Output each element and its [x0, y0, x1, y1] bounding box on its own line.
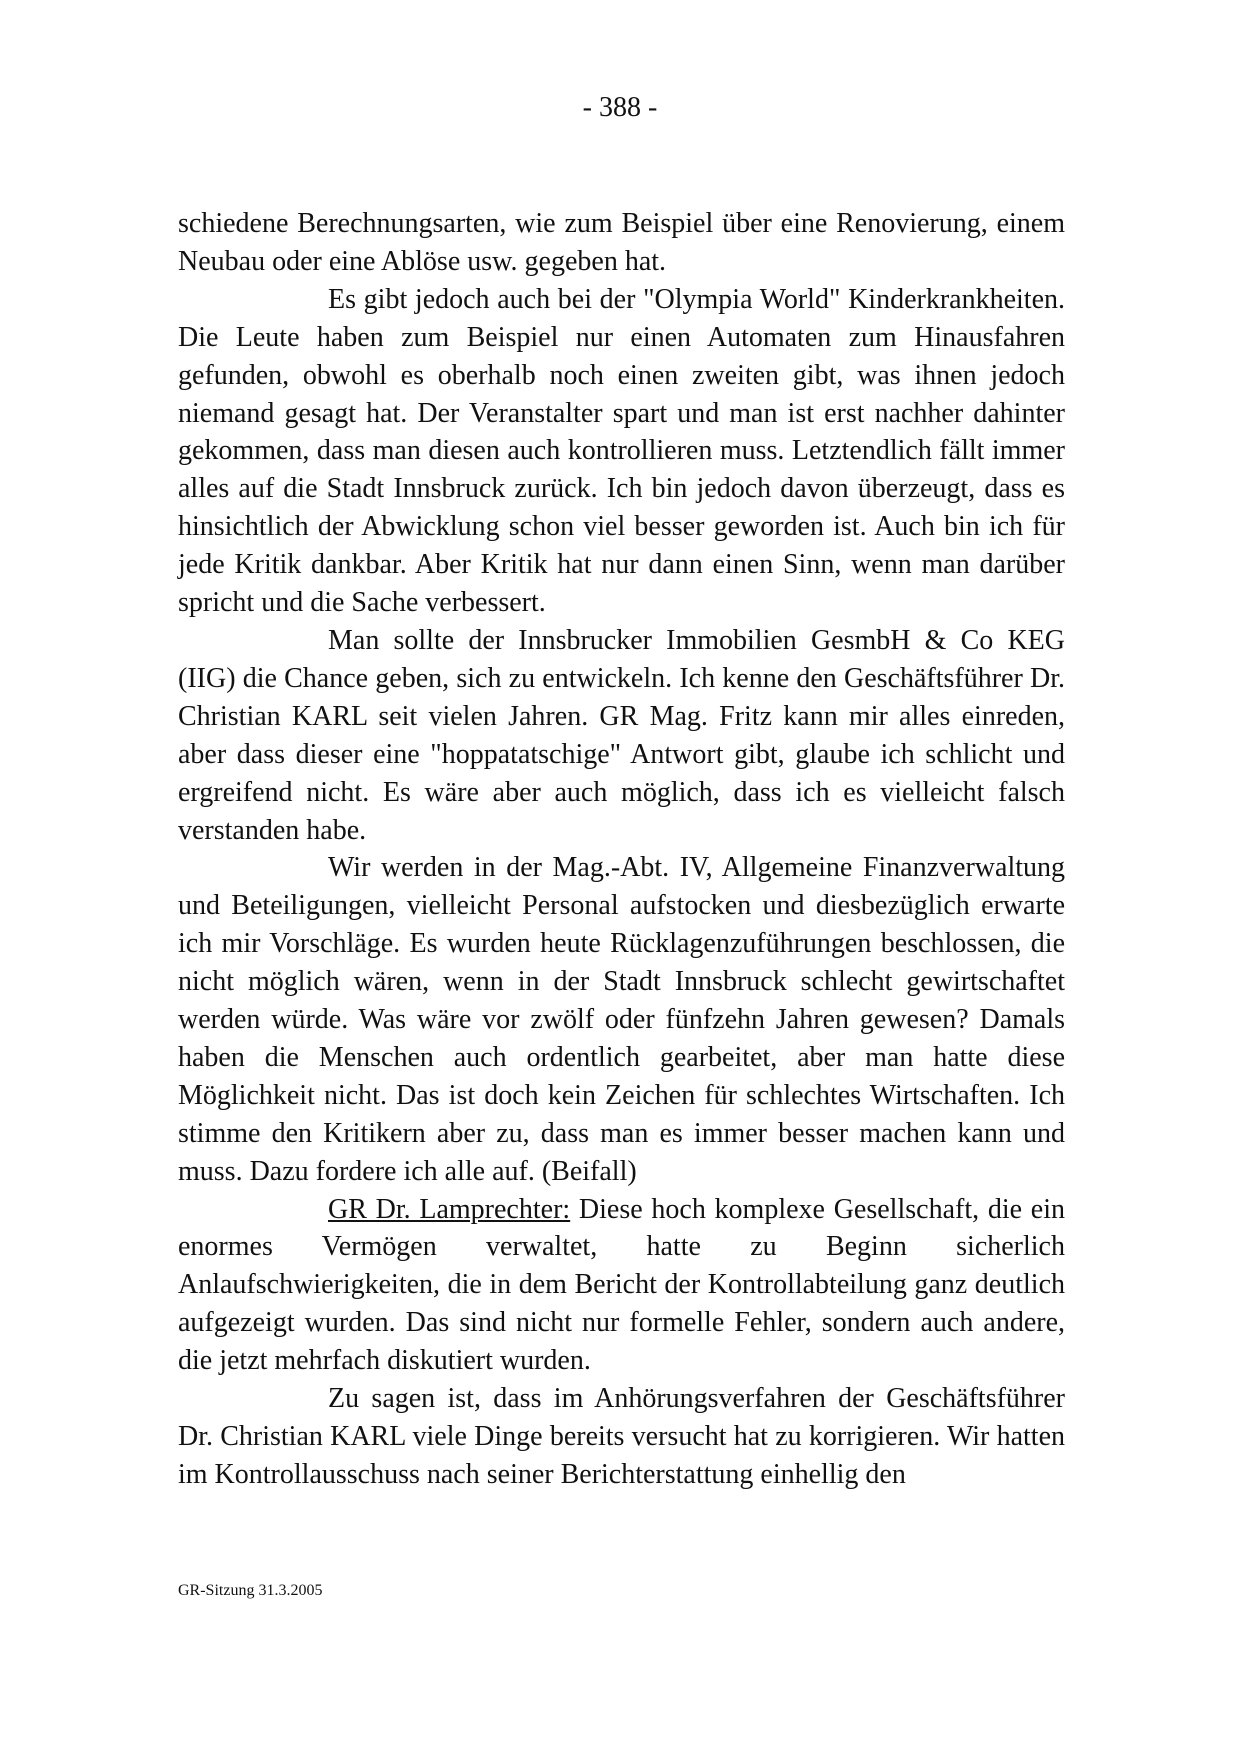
- paragraph: [178, 1380, 1065, 1494]
- paragraph-text: Es gibt jedoch auch bei der "Olympia World" Kinderkrankheiten. Die Leute haben zum Beispiel nur einen Automaten zum Hinausfahren gefunden, obwohl es oberhalb noch einen zweiten gibt, was ihnen jedoch niemand gesagt hat. Der Veranstalter spart und man ist erst nachher dahinter gekommen, dass man diesen auch kontrollieren muss. Letztendlich fällt immer alles auf die Stadt Innsbruck zurück. Ich bin jedoch davon überzeugt, dass es hinsichtlich der Abwicklung schon viel besser geworden ist. Auch bin ich für jede Kritik dankbar. Aber Kritik hat nur dann einen Sinn, wenn man darüber spricht und die Sache verbessert.: [178, 283, 1065, 619]
- speaker-name: GR Dr. Lamprechter:: [328, 1193, 571, 1225]
- speaker-paragraph: [178, 1191, 1065, 1381]
- paragraph: [178, 281, 1065, 622]
- paragraph-text: schiedene Berechnungsarten, wie zum Beispiel über eine Renovierung, einem Neubau oder eine Ablöse usw. gegeben hat.: [178, 208, 1065, 277]
- footer-session-date: GR-Sitzung 31.3.2005: [178, 1582, 323, 1599]
- paragraph: [178, 849, 1065, 1190]
- paragraph-text: Wir werden in der Mag.-Abt. IV, Allgemeine Finanzverwaltung und Beteiligungen, vielleicht Personal aufstocken und diesbezüglich erwarte ich mir Vorschläge. Es wurden heute Rücklagenzuführungen beschlossen, die nicht möglich wären, wenn in der Stadt Innsbruck schlecht gewirtschaftet werden würde. Was wäre vor zwölf oder fünfzehn Jahren gewesen? Damals haben die Menschen auch ordentlich gearbeitet, aber man hatte diese Möglichkeit nicht. Das ist doch kein Zeichen für schlechtes Wirtschaften. Ich stimme den Kritikern aber zu, dass man es immer besser machen kann und muss. Dazu fordere ich alle auf. (Beifall): [178, 852, 1065, 1187]
- paragraph: [178, 622, 1065, 849]
- paragraph: [178, 205, 1065, 281]
- paragraph-text: Man sollte der Innsbrucker Immobilien GesmbH & Co KEG (IIG) die Chance geben, sich zu entwickeln. Ich kenne den Geschäftsführer Dr. Christian KARL seit vielen Jahren. GR Mag. Fritz kann mir alles einreden, aber dass dieser eine "hoppatatschige" Antwort gibt, glaube ich schlicht und ergreifend nicht. Es wäre aber auch möglich, dass ich es vielleicht falsch verstanden habe.: [178, 624, 1065, 846]
- paragraph-text: Diese hoch komplexe Gesellschaft, die ein enormes Vermögen verwaltet, hatte zu Beginn sicherlich Anlaufschwierigkeiten, die in dem Bericht der Kontrollabteilung ganz deutlich aufgezeigt wurden. Das sind nicht nur formelle Fehler, sondern auch andere, die jetzt mehrfach diskutiert wurden.: [178, 1193, 1065, 1377]
- page-number: - 388 -: [582, 92, 658, 123]
- document-body: [178, 205, 1065, 1494]
- paragraph-text: Zu sagen ist, dass im Anhörungsverfahren der Geschäftsführer Dr. Christian KARL viele Dinge bereits versucht hat zu korrigieren. Wir hatten im Kontrollausschuss nach seiner Berichterstattung einhellig den: [178, 1383, 1065, 1490]
